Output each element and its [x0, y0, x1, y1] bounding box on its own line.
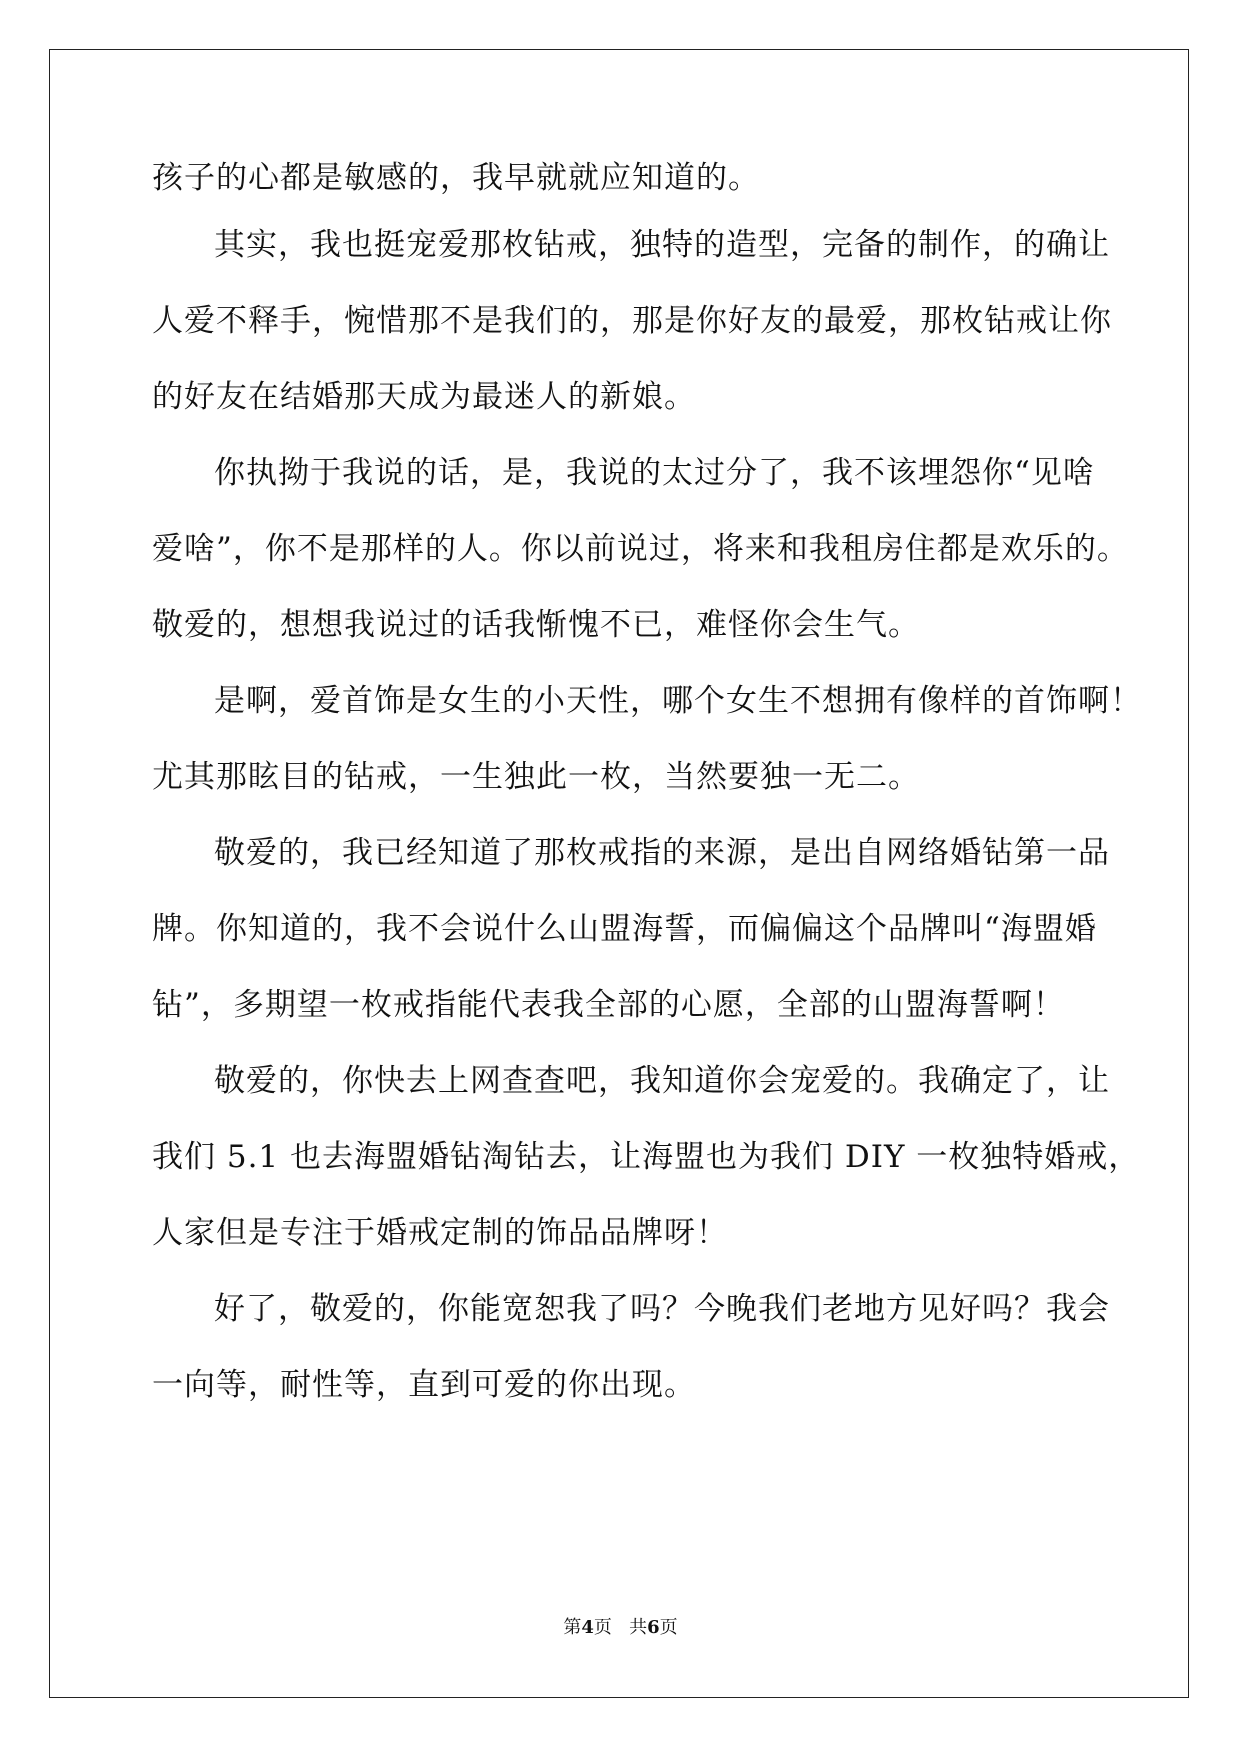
current-page-number: 4 — [581, 1617, 594, 1638]
text-line: 尤其那眩目的钻戒，一生独此一枚，当然要独一无二。 — [152, 759, 920, 795]
text-line: 是啊，爱首饰是女生的小天性，哪个女生不想拥有像样的首饰啊！ — [214, 683, 1142, 719]
text-line: 敬爱的，想想我说过的话我惭愧不已，难怪你会生气。 — [152, 607, 920, 643]
footer-suffix: 页 — [659, 1617, 678, 1638]
text-line: 孩子的心都是敏感的，我早就就应知道的。 — [152, 160, 760, 196]
page-border — [49, 49, 1189, 1698]
page-footer — [0, 1616, 1241, 1640]
text-line: 一向等，耐性等，直到可爱的你出现。 — [152, 1367, 696, 1403]
text-line: 的好友在结婚那天成为最迷人的新娘。 — [152, 379, 696, 415]
text-line: 牌。你知道的，我不会说什么山盟海誓，而偏偏这个品牌叫“海盟婚 — [152, 911, 1097, 947]
text-line: 敬爱的，我已经知道了那枚戒指的来源，是出自网络婚钻第一品 — [214, 835, 1110, 871]
text-line: 好了，敬爱的，你能宽恕我了吗？今晚我们老地方见好吗？我会 — [214, 1291, 1110, 1327]
text-line: 你执拗于我说的话，是，我说的太过分了，我不该埋怨你“见啥 — [214, 455, 1095, 491]
text-line: 敬爱的，你快去上网查查吧，我知道你会宠爱的。我确定了，让 — [214, 1063, 1110, 1099]
text-line: 其实，我也挺宠爱那枚钻戒，独特的造型，完备的制作，的确让 — [214, 227, 1110, 263]
text-line: 人家但是专注于婚戒定制的饰品品牌呀！ — [152, 1215, 728, 1251]
text-line: 爱啥”，你不是那样的人。你以前说过，将来和我租房住都是欢乐的。 — [152, 531, 1129, 567]
text-line: 人爱不释手，惋惜那不是我们的，那是你好友的最爱，那枚钻戒让你 — [152, 303, 1112, 339]
footer-prefix: 第 — [563, 1617, 582, 1638]
text-line: 钻”，多期望一枚戒指能代表我全部的心愿，全部的山盟海誓啊！ — [152, 987, 1065, 1023]
total-pages-number: 6 — [647, 1617, 660, 1638]
footer-middle: 页 共 — [593, 1617, 648, 1638]
text-line: 我们 5.1 也去海盟婚钻淘钻去，让海盟也为我们 DIY 一枚独特婚戒， — [152, 1139, 1141, 1175]
